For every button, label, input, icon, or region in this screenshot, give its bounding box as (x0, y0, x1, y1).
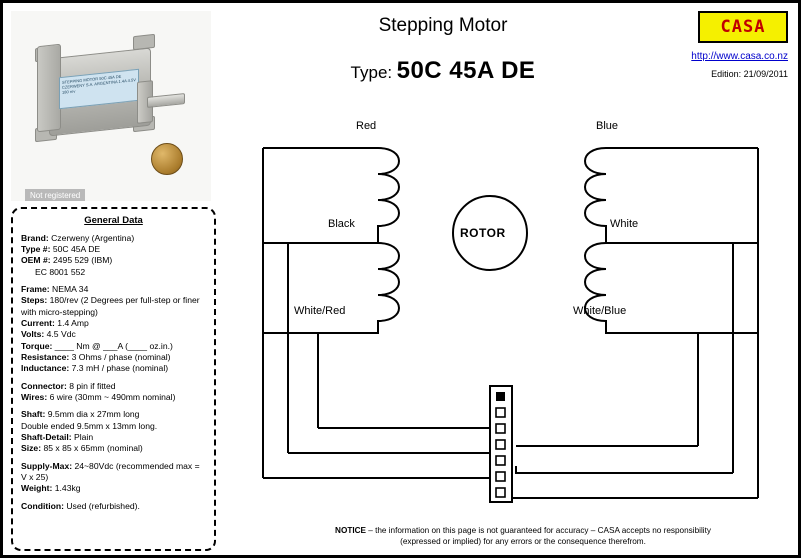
wire-label-white-blue: White/Blue (573, 305, 627, 317)
size-label: Size: (21, 443, 42, 454)
brand-label: Brand: (21, 232, 49, 243)
coin-scale-reference (151, 143, 183, 175)
inductance-row (21, 363, 206, 374)
type-value-data: 50C 45A DE (50, 243, 101, 254)
wiring-diagram (228, 98, 793, 518)
resistance-value: 3 Ohms / phase (nominal) (69, 351, 171, 362)
connector-label: Connector: (21, 380, 67, 391)
shaft-label: Shaft: (21, 409, 46, 420)
not-registered-badge: Not registered (25, 189, 85, 201)
shaft-value: 9.5mm dia x 27mm long (45, 409, 140, 420)
general-data-heading: General Data (84, 215, 143, 226)
lead-white-to-conn (516, 466, 733, 473)
brand-row (21, 233, 206, 244)
oem-value: 2495 529 (IBM) (50, 255, 113, 266)
resistance-row (21, 352, 206, 363)
shaft-row-2: Double ended 9.5mm x 13mm long. (21, 420, 158, 431)
supply-max-value: 24~80Vdc (recommended max = V x 25) (21, 460, 200, 483)
shaft-detail-label: Shaft-Detail: (21, 432, 72, 443)
torque-value: ____ Nm @ ___A (____ oz.in.) (52, 340, 173, 351)
connector-value: 8 pin if fitted (66, 380, 116, 391)
steps-value: 180/rev (2 Degrees per full-step or finer with micro-stepping) (21, 295, 200, 317)
wire-label-white: White (610, 218, 639, 230)
frame-value: NEMA 34 (49, 283, 89, 294)
connector-row (21, 381, 206, 392)
volts-value: 4.5 Vdc (44, 329, 76, 340)
current-label: Current: (21, 317, 55, 328)
notice-text: – the information on this page is not guaranteed for accuracy – CASA accepts no responsibility (365, 526, 711, 535)
rotor-label: ROTOR (460, 226, 506, 240)
page-title: Stepping Motor (378, 15, 508, 36)
torque-row (21, 341, 206, 352)
edition-date: Edition: 21/09/2011 (711, 69, 788, 79)
notice-line-2: (expressed or implied) for any errors or the consequence therefrom. (400, 537, 646, 547)
weight-row (21, 483, 206, 494)
resistance-label: Resistance: (21, 351, 70, 362)
casa-logo-text: CASA (720, 17, 766, 37)
frame-label: Frame: (21, 283, 50, 294)
type-label: Type: (350, 63, 393, 82)
lead-blue-to-conn (510, 490, 758, 498)
type-label-data: Type #: (21, 243, 51, 254)
shaft-row (21, 409, 206, 420)
size-row (21, 443, 206, 454)
inductance-label: Inductance: (21, 363, 70, 374)
coil-black-whitered (263, 243, 399, 333)
volts-label: Volts: (21, 329, 45, 340)
motor-photo (11, 11, 211, 201)
wire-label-black: Black (328, 218, 355, 230)
type-value: 50C 45A DE (396, 57, 536, 84)
weight-label: Weight: (21, 483, 53, 494)
oem-row (21, 255, 206, 266)
oem-label: OEM #: (21, 255, 51, 266)
motor-nameplate: STEPPING MOTOR 50C 45A DE CZERWENY S.A. ARGENTINA 1.4A 4.5V 180 rev (59, 69, 139, 109)
notice-block (253, 525, 793, 547)
supply-max-label: Supply-Max: (21, 460, 73, 471)
oem-row-2: EC 8001 552 (35, 266, 86, 277)
wires-label: Wires: (21, 392, 48, 402)
inductance-value: 7.3 mH / phase (nominal) (69, 363, 169, 374)
general-data-panel (11, 207, 216, 551)
casa-logo (698, 11, 788, 43)
current-row (21, 318, 206, 329)
wires-value: 6 wire (30mm ~ 490mm nominal) (47, 392, 176, 402)
shaft-detail-row (21, 432, 206, 443)
steps-row (21, 295, 206, 318)
connector-block (490, 386, 512, 502)
website-link[interactable]: http://www.casa.co.nz (691, 51, 788, 62)
brand-value: Czerweny (Argentina) (48, 232, 135, 243)
wire-label-white-red: White/Red (294, 305, 346, 317)
wire-label-red: Red (356, 120, 377, 132)
notice-line-1 (253, 525, 793, 536)
condition-label: Condition: (21, 500, 64, 511)
supply-max-row (21, 461, 206, 484)
weight-value: 1.43kg (52, 483, 81, 494)
motor-end-plate (37, 44, 61, 133)
shaft-detail-value: Plain (71, 432, 94, 443)
notice-lead: NOTICE (335, 526, 366, 535)
torque-label: Torque: (21, 340, 53, 351)
frame-row (21, 284, 206, 295)
current-value: 1.4 Amp (54, 317, 89, 328)
condition-row (21, 501, 206, 512)
steps-label: Steps: (21, 295, 48, 306)
type-row-data (21, 244, 206, 255)
motor-type-row (233, 57, 653, 85)
wires-row (21, 392, 206, 403)
wire-label-blue: Blue (596, 120, 619, 132)
size-value: 85 x 85 x 65mm (nominal) (41, 443, 143, 454)
volts-row (21, 329, 206, 340)
condition-value: Used (refurbished). (63, 500, 140, 511)
